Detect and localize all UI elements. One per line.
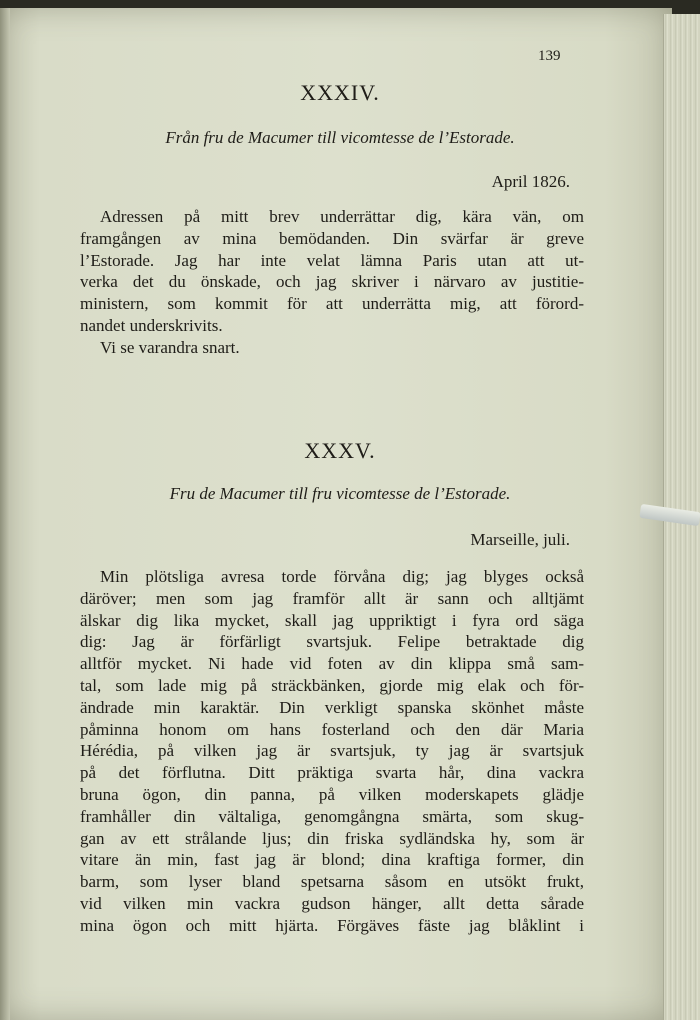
text-line: påminna honom om hans fosterland och den där Maria (80, 719, 584, 739)
text-line: tal, som lade mig på sträckbänken, gjorde mig elak och för- (80, 675, 584, 695)
text-line: gan av ett strålande ljus; din friska sydländska hy, som är (80, 828, 584, 848)
text-line: l’Estorade. Jag har inte velat lämna Paris utan att ut- (80, 250, 584, 270)
text-line: alltför mycket. Ni hade vid foten av din klippa små sam- (80, 654, 584, 674)
text-line: vid vilken min vackra gudson hänger, allt detta sårade (80, 893, 584, 913)
paragraph (80, 206, 584, 359)
text-line: på det förflutna. Ditt präktiga svarta hår, dina vackra (80, 763, 584, 783)
paragraph (80, 566, 584, 937)
letter-heading: XXXV. (304, 438, 376, 463)
text-line: vitare än min, fast jag är blond; dina kraftiga former, din (80, 850, 584, 870)
text-line: ändrade min karaktär. Din verkligt spanska skönhet måste (80, 697, 584, 717)
text-line: barm, som lyser bland spetsarna såsom en utsökt frukt, (80, 872, 584, 892)
text-line: dig: Jag är förfärligt svartsjuk. Felipe betraktade dig (80, 632, 584, 652)
letter-heading: XXXIV. (300, 80, 380, 105)
text-line: bruna ögon, din panna, på vilken moderskapets glädje (80, 784, 584, 804)
text-line: däröver; men som jag framför allt är sann och alltjämt (80, 588, 584, 608)
page-number: 139 (538, 48, 561, 64)
text-line: nandet underskrivits. (80, 315, 223, 335)
text-line: älskar dig lika mycket, skall jag uppriktigt i fyra ord säga (80, 610, 584, 630)
text-line: verka det du önskade, och jag skriver i närvaro av justitie- (80, 272, 584, 292)
text-line: framhåller din vältaliga, genomgångna smärta, som skug- (80, 806, 584, 826)
text-line: ministern, som kommit för att underrätta mig, att förord- (80, 294, 584, 314)
text-line: Adressen på mitt brev underrättar dig, kära vän, om (100, 207, 584, 226)
letter-subtitle: Fru de Macumer till fru vicomtesse de l’Estorade. (169, 484, 511, 503)
letter-subtitle: Från fru de Macumer till vicomtesse de l’Estorade. (165, 128, 515, 147)
text-line: framgången av mina bemödanden. Din svärfar är greve (80, 228, 584, 248)
text-line: Vi se varandra snart. (100, 337, 240, 357)
text-line: Hérédia, på vilken jag är svartsjuk, ty jag är svartsjuk (80, 741, 584, 761)
letter-date: April 1826. (491, 172, 570, 191)
text-line: Min plötsliga avresa torde förvåna dig; jag blyges också (100, 567, 584, 586)
page-binding-shadow (0, 8, 10, 1020)
text-line: mina ögon och mitt hjärta. Förgäves fäste jag blåklint i (80, 915, 584, 935)
letter-date: Marseille, juli. (470, 530, 570, 549)
